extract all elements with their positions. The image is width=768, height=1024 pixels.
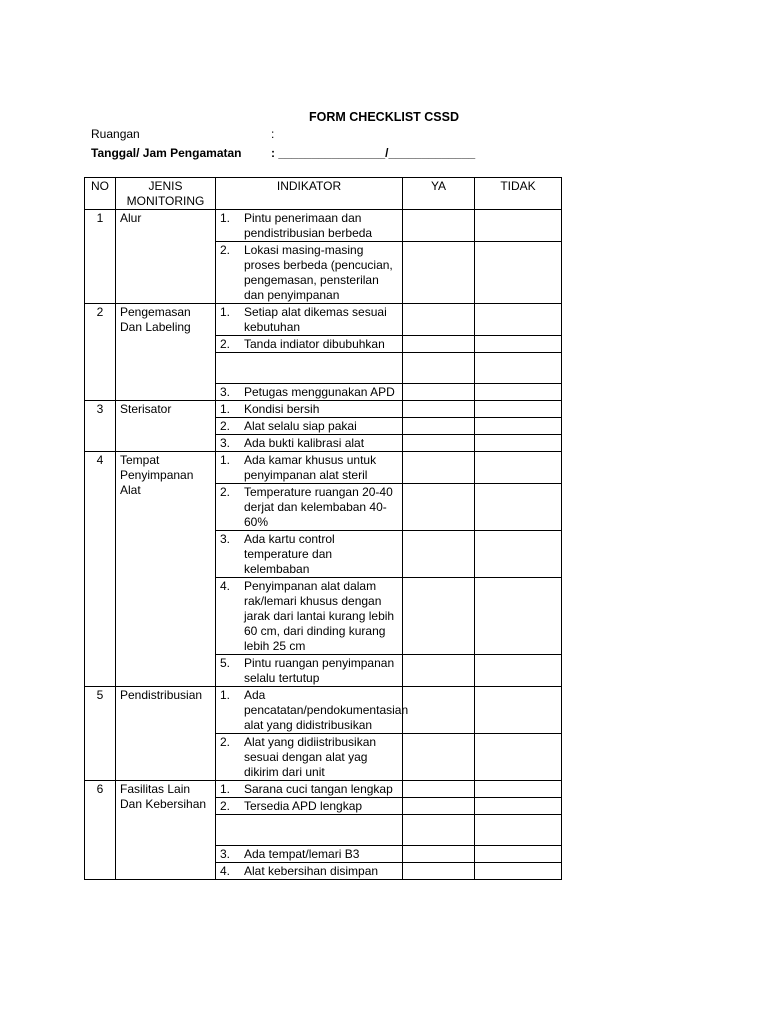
ya-checkbox-cell[interactable] — [403, 353, 475, 384]
header-tidak: TIDAK — [475, 178, 562, 210]
indikator-cell — [216, 863, 403, 880]
indikator-text: Ada kamar khusus untuk penyimpanan alat steril — [244, 453, 377, 482]
indikator-text: Setiap alat dikemas sesuai kebutuhan — [244, 305, 387, 334]
tidak-checkbox-cell[interactable] — [475, 863, 562, 880]
indikator-cell — [216, 846, 403, 863]
ya-checkbox-cell[interactable] — [403, 418, 475, 435]
indikator-text: Ada bukti kalibrasi alat — [244, 436, 365, 450]
tidak-checkbox-cell[interactable] — [475, 435, 562, 452]
indikator-cell — [216, 687, 409, 734]
table-row — [85, 304, 562, 336]
ya-checkbox-cell[interactable] — [403, 452, 475, 484]
tidak-checkbox-cell[interactable] — [475, 578, 562, 655]
tidak-checkbox-cell[interactable] — [475, 210, 562, 242]
tidak-checkbox-cell[interactable] — [475, 242, 562, 304]
jenis-monitoring: Tempat Penyimpanan Alat — [116, 452, 216, 687]
ya-checkbox-cell[interactable] — [403, 210, 475, 242]
header-ya: YA — [403, 178, 475, 210]
indikator-text: Temperature ruangan 20-40 derjat dan kelembaban 40-60% — [244, 485, 393, 529]
ya-checkbox-cell[interactable] — [403, 798, 475, 815]
indikator-number: 1. — [220, 453, 231, 467]
ruangan-label: Ruangan — [91, 127, 140, 141]
indikator-text: Sarana cuci tangan lengkap — [244, 782, 393, 796]
indikator-cell — [216, 578, 403, 655]
indikator-cell — [216, 210, 403, 242]
tidak-checkbox-cell[interactable] — [475, 815, 562, 846]
ya-checkbox-cell[interactable] — [403, 863, 475, 880]
checklist-table — [84, 177, 562, 880]
indikator-number: 2. — [220, 337, 231, 351]
header-row — [85, 178, 562, 210]
indikator-number: 2. — [220, 243, 231, 257]
indikator-cell — [216, 418, 403, 435]
ya-checkbox-cell[interactable] — [403, 531, 475, 578]
indikator-text: Ada kartu control temperature dan kelembaban — [244, 532, 335, 576]
indikator-number: 1. — [220, 688, 231, 702]
tidak-checkbox-cell[interactable] — [475, 687, 562, 734]
tidak-checkbox-cell[interactable] — [475, 846, 562, 863]
indikator-number: 5. — [220, 656, 231, 670]
tanggal-label: Tanggal/ Jam Pengamatan — [91, 146, 242, 160]
jenis-monitoring: Pendistribusian — [116, 687, 216, 781]
jenis-monitoring: Sterisator — [116, 401, 216, 452]
ya-checkbox-cell[interactable] — [403, 687, 475, 734]
ya-checkbox-cell[interactable] — [403, 401, 475, 418]
indikator-number: 4. — [220, 579, 231, 593]
tanggal-value: : ________________/_____________ — [271, 146, 476, 160]
indikator-cell — [216, 655, 403, 687]
indikator-cell — [216, 531, 403, 578]
ya-checkbox-cell[interactable] — [403, 578, 475, 655]
jenis-monitoring: Fasilitas Lain Dan Kebersihan — [116, 781, 216, 880]
ya-checkbox-cell[interactable] — [403, 242, 475, 304]
indikator-text: Penyimpanan alat dalam rak/lemari khusus dengan jarak dari lantai kurang lebih 60 cm, dari dinding kurang lebih 25 cm — [244, 579, 395, 653]
indikator-text: Alat kebersihan disimpan — [244, 864, 379, 878]
tidak-checkbox-cell[interactable] — [475, 781, 562, 798]
tidak-checkbox-cell[interactable] — [475, 798, 562, 815]
header-jenis: JENIS MONITORING — [116, 178, 216, 210]
ya-checkbox-cell[interactable] — [403, 435, 475, 452]
indikator-text: Alat yang didiistribusikan sesuai dengan alat yag dikirim dari unit — [244, 735, 377, 779]
indikator-cell — [216, 353, 403, 384]
indikator-number: 2. — [220, 485, 231, 499]
indikator-text: Kondisi bersih — [244, 402, 320, 416]
row-number: 3 — [85, 401, 116, 452]
indikator-number: 4. — [220, 864, 231, 878]
checklist-body — [85, 210, 562, 880]
indikator-cell — [216, 798, 403, 815]
row-number: 6 — [85, 781, 116, 880]
row-number: 2 — [85, 304, 116, 401]
indikator-cell — [216, 734, 403, 781]
indikator-cell — [216, 304, 403, 336]
indikator-text: Pintu ruangan penyimpanan selalu tertutup — [244, 656, 395, 685]
indikator-cell — [216, 452, 403, 484]
indikator-number: 3. — [220, 436, 231, 450]
header-no: NO — [85, 178, 116, 210]
indikator-number: 2. — [220, 735, 231, 749]
row-number: 1 — [85, 210, 116, 304]
indikator-cell — [216, 242, 403, 304]
indikator-number: 2. — [220, 419, 231, 433]
tidak-checkbox-cell[interactable] — [475, 384, 562, 401]
ya-checkbox-cell[interactable] — [403, 484, 475, 531]
table-row — [85, 687, 562, 734]
indikator-text: Pintu penerimaan dan pendistribusian berbeda — [244, 211, 373, 240]
ya-checkbox-cell[interactable] — [403, 734, 475, 781]
ya-checkbox-cell[interactable] — [403, 336, 475, 353]
ya-checkbox-cell[interactable] — [403, 781, 475, 798]
tidak-checkbox-cell[interactable] — [475, 655, 562, 687]
ya-checkbox-cell[interactable] — [403, 655, 475, 687]
indikator-cell — [216, 781, 403, 798]
indikator-text: Lokasi masing-masing proses berbeda (pencucian, pengemasan, pensterilan dan penyimpanan — [244, 243, 393, 302]
indikator-cell — [216, 435, 403, 452]
tidak-checkbox-cell[interactable] — [475, 304, 562, 336]
ya-checkbox-cell[interactable] — [403, 846, 475, 863]
tidak-checkbox-cell[interactable] — [475, 484, 562, 531]
indikator-number: 1. — [220, 402, 231, 416]
indikator-number: 2. — [220, 799, 231, 813]
tidak-checkbox-cell[interactable] — [475, 531, 562, 578]
indikator-text: Petugas menggunakan APD — [244, 385, 395, 399]
ya-checkbox-cell[interactable] — [403, 815, 475, 846]
header-indikator: INDIKATOR — [216, 178, 403, 210]
tidak-checkbox-cell[interactable] — [475, 401, 562, 418]
indikator-cell — [216, 815, 403, 846]
row-number: 5 — [85, 687, 116, 781]
indikator-number: 3. — [220, 532, 231, 546]
indikator-cell — [216, 401, 403, 418]
indikator-text: Tanda indiator dibubuhkan — [244, 337, 385, 351]
indikator-number: 1. — [220, 782, 231, 796]
indikator-number: 3. — [220, 847, 231, 861]
indikator-text: Ada tempat/lemari B3 — [244, 847, 360, 861]
tidak-checkbox-cell[interactable] — [475, 418, 562, 435]
table-row — [85, 452, 562, 484]
indikator-cell — [216, 484, 403, 531]
indikator-text: Tersedia APD lengkap — [244, 799, 363, 813]
table-row — [85, 401, 562, 418]
tidak-checkbox-cell[interactable] — [475, 336, 562, 353]
indikator-number: 3. — [220, 385, 231, 399]
ruangan-separator: : — [271, 127, 275, 141]
indikator-number: 1. — [220, 305, 231, 319]
ya-checkbox-cell[interactable] — [403, 304, 475, 336]
tidak-checkbox-cell[interactable] — [475, 452, 562, 484]
row-number: 4 — [85, 452, 116, 687]
tidak-checkbox-cell[interactable] — [475, 734, 562, 781]
jenis-monitoring: Alur — [116, 210, 216, 304]
form-title: FORM CHECKLIST CSSD — [309, 110, 459, 124]
jenis-monitoring: Pengemasan Dan Labeling — [116, 304, 216, 401]
table-row — [85, 210, 562, 242]
ya-checkbox-cell[interactable] — [403, 384, 475, 401]
indikator-cell — [216, 336, 403, 353]
indikator-number: 1. — [220, 211, 231, 225]
indikator-text: Ada pencatatan/pendokumentasian alat yang didistribusikan — [244, 688, 409, 732]
tidak-checkbox-cell[interactable] — [475, 353, 562, 384]
table-row — [85, 781, 562, 798]
indikator-text: Alat selalu siap pakai — [244, 419, 357, 433]
indikator-cell — [216, 384, 403, 401]
